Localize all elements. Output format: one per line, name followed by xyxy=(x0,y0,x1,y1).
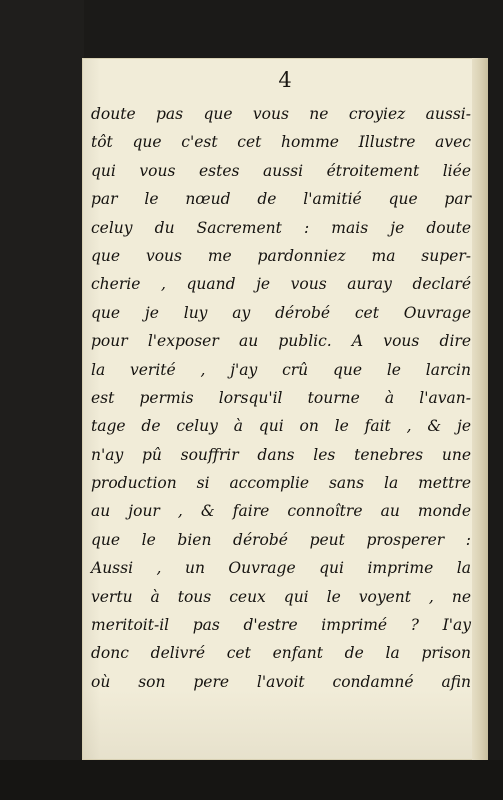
text-line: que vous me pardonniez ma super- xyxy=(91,246,471,265)
text-line: qui vous estes aussi étroitement liée xyxy=(91,161,471,180)
text-line: celuy du Sacrement : mais je doute xyxy=(91,218,471,237)
text-line: pour l'exposer au public. A vous dire xyxy=(91,332,471,351)
text-line: au jour , & faire connoître au monde xyxy=(91,502,471,521)
text-line: la verité , j'ay crû que le larcin xyxy=(91,360,471,379)
text-line: cherie , quand je vous auray declaré xyxy=(91,275,471,294)
text-line: tôt que c'est cet homme Illustre avec xyxy=(91,133,471,152)
text-line: que je luy ay dérobé cet Ouvrage xyxy=(91,303,471,322)
page-number: 4 xyxy=(278,68,292,92)
text-line: Aussi , un Ouvrage qui imprime la xyxy=(91,559,471,578)
text-line: où son pere l'avoit condamné afin xyxy=(91,672,471,691)
text-line: production si accomplie sans la mettre xyxy=(91,474,471,493)
text-line: est permis lorsqu'il tourne à l'avan- xyxy=(91,388,471,407)
background-bottom xyxy=(0,760,503,800)
text-line: par le nœud de l'amitié que par xyxy=(91,190,471,209)
text-line: meritoit-il pas d'estre imprimé ? I'ay xyxy=(91,616,471,635)
text-line: n'ay pû souffrir dans les tenebres une xyxy=(91,445,471,464)
background-left xyxy=(0,0,84,800)
text-line: donc delivré cet enfant de la prison xyxy=(91,644,471,663)
text-line: vertu à tous ceux qui le voyent , ne xyxy=(91,587,471,606)
page-text xyxy=(91,100,471,696)
page-edge xyxy=(472,58,488,760)
text-line: tage de celuy à qui on le fait , & je xyxy=(91,417,471,436)
text-line: que le bien dérobé peut prosperer : xyxy=(91,530,471,549)
text-line: doute pas que vous ne croyiez aussi- xyxy=(91,105,471,123)
